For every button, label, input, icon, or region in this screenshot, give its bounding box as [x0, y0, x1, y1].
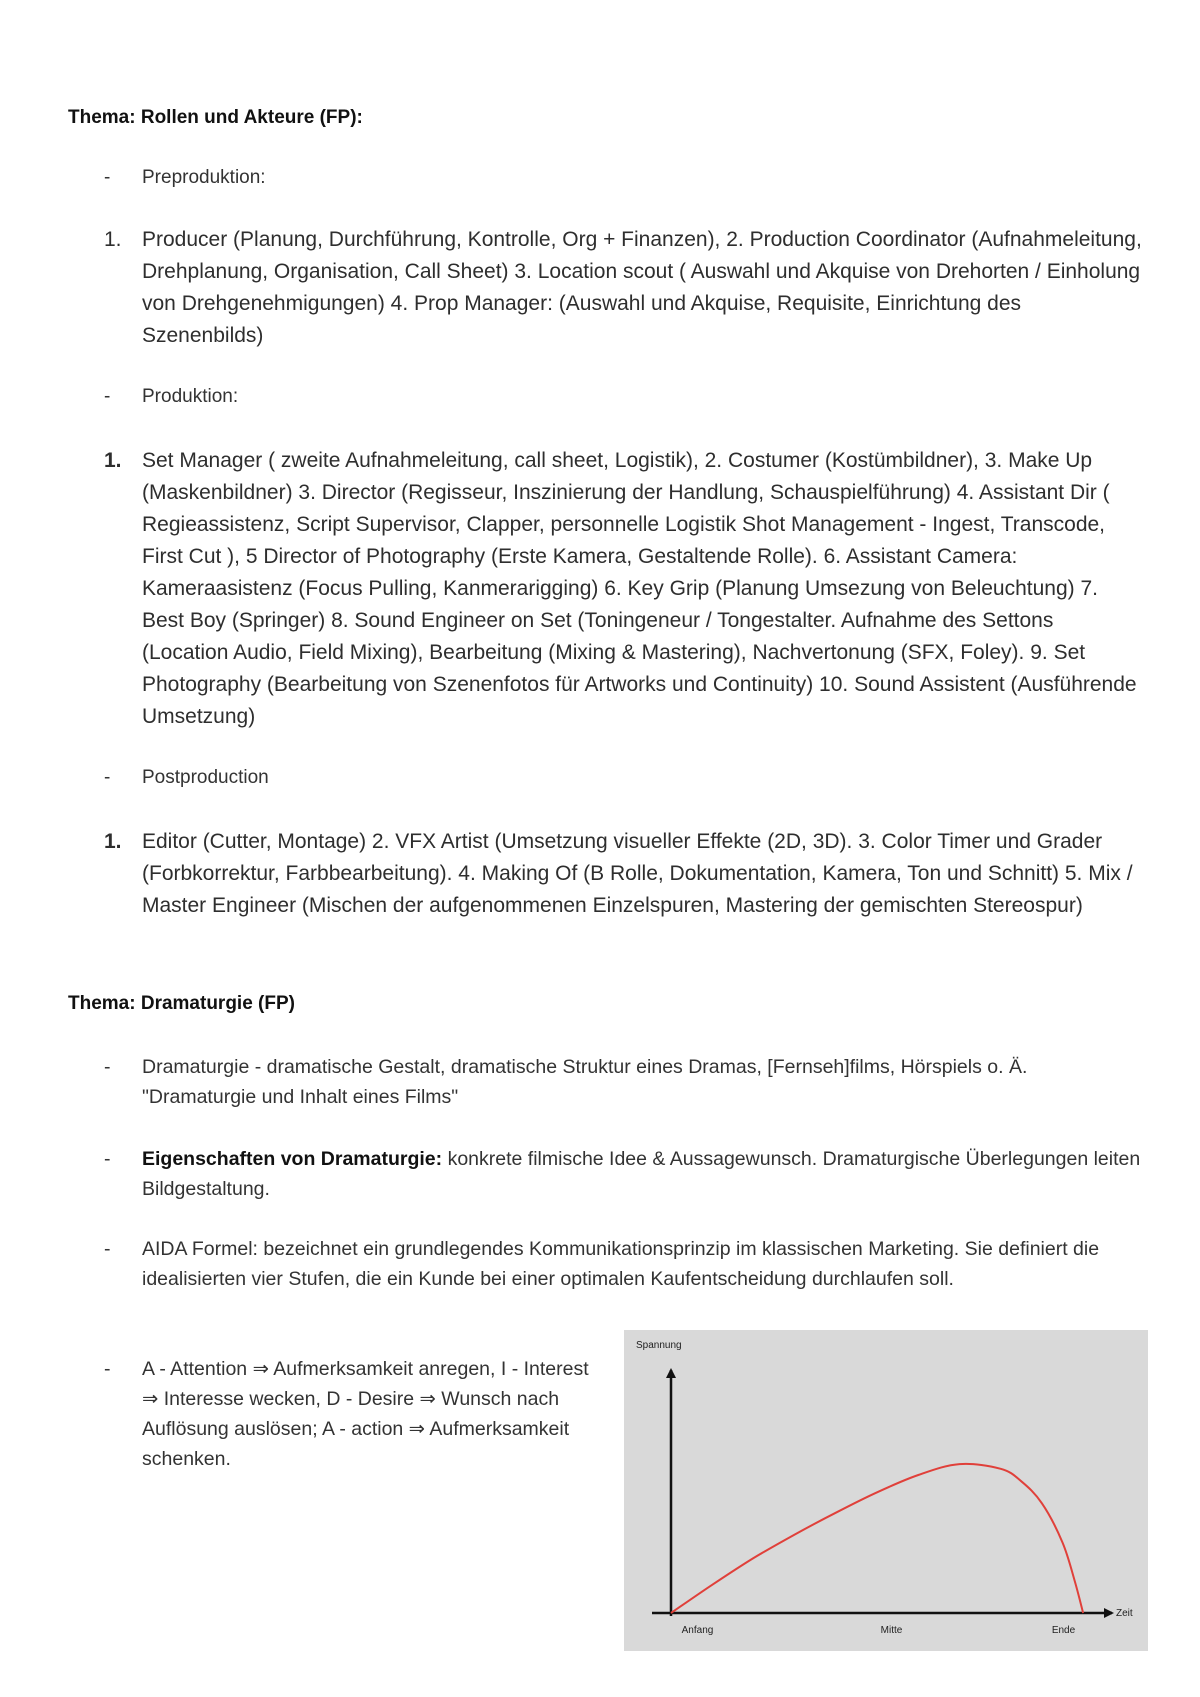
dash-marker: -	[104, 1358, 111, 1380]
list-number: 1.	[104, 830, 122, 853]
bullet-aida-stufen	[104, 1354, 597, 1474]
bullet-bold-lead: Eigenschaften von Dramaturgie:	[142, 1148, 443, 1170]
preproduktion-roles	[104, 224, 1142, 352]
tension-curve	[671, 1464, 1083, 1613]
x-tick-label: Mitte	[880, 1625, 903, 1636]
bullet-aida-formel	[104, 1234, 1142, 1294]
postproduction-text: Editor (Cutter, Montage) 2. VFX Artist (Umsetzung visueller Effekte (2D, 3D). 3. Color Timer und Grader (Forbkorrektur, Farbbearbeitung). 4. Making Of (B Rolle, Dokumentation, Kamera, Ton und Schnitt) 5. Mix / Master Engineer (Mischen der aufgenommenen Einzelspuren, Mastering der gemischten Stereospur)	[142, 830, 1133, 917]
list-number: 1.	[104, 449, 122, 472]
x-axis-label: Zeit	[1116, 1608, 1133, 1619]
produktion-roles	[104, 445, 1142, 733]
postproduction-roles	[104, 826, 1142, 922]
bullet-text: konkrete filmische Idee & Aussagewunsch. Dramaturgische Überlegungen leiten Bildgestaltung.	[142, 1148, 1141, 1200]
postproduction-label: Postproduction	[142, 767, 269, 788]
produktion-label: Produktion:	[142, 386, 239, 407]
dash-marker: -	[104, 386, 111, 407]
dash-marker: -	[104, 767, 111, 788]
list-number: 1.	[104, 228, 122, 251]
dash-marker: -	[104, 1148, 111, 1170]
section-title-rollen: Thema: Rollen und Akteure (FP):	[68, 107, 363, 128]
section-title-dramaturgie: Thema: Dramaturgie (FP)	[68, 993, 295, 1014]
bullet-eigenschaften	[104, 1144, 1142, 1204]
dash-marker: -	[104, 1056, 111, 1078]
x-tick-label: Anfang	[681, 1625, 714, 1636]
spannungskurve-chart	[624, 1330, 1148, 1651]
preproduktion-text: Producer (Planung, Durchführung, Kontrolle, Org + Finanzen), 2. Production Coordinator (Aufnahmeleitung, Drehplanung, Organisation, Call Sheet) 3. Location scout ( Auswahl und Akquise von Drehorten / Einholung von Drehgenehmigungen) 4. Prop Manager: (Auswahl und Akquise, Requisite, Einrichtung des Szenenbilds)	[142, 228, 1142, 347]
bullet-text: A - Attention ⇒ Aufmerksamkeit anregen, I - Interest ⇒ Interesse wecken, D - Desire ⇒ Wunsch nach Auflösung auslösen; A - action ⇒ Aufmerksamkeit schenken.	[142, 1358, 589, 1470]
dash-marker: -	[104, 1238, 111, 1260]
x-tick-label: Ende	[1051, 1625, 1076, 1636]
dash-marker: -	[104, 167, 111, 188]
chart-svg	[624, 1330, 1148, 1651]
bullet-text: Dramaturgie - dramatische Gestalt, dramatische Struktur eines Dramas, [Fernseh]films, Hörspiels o. Ä. "Dramaturgie und Inhalt eines Films"	[142, 1056, 1028, 1108]
produktion-text: Set Manager ( zweite Aufnahmeleitung, call sheet, Logistik), 2. Costumer (Kostümbildner), 3. Make Up (Maskenbildner) 3. Director (Regisseur, Inszinierung der Handlung, Schauspielführung) 4. Assistant Dir ( Regieassistenz, Script Supervisor, Clapper, personnelle Logistik Shot Management - Ingest, Transcode, First Cut ), 5 Director of Photography (Erste Kamera, Gestaltende Rolle). 6. Assistant Camera: Kameraasistenz (Focus Pulling, Kanmerarigging) 6. Key Grip (Planung Umsezung von Beleuchtung) 7. Best Boy (Springer) 8. Sound Engineer on Set (Toningeneur / Tongestalter. Aufnahme des Settons (Location Audio, Field Mixing), Bearbeitung (Mixing & Mastering), Nachvertonung (SFX, Foley). 9. Set Photography (Bearbeitung von Szenenfotos für Artworks und Continuity) 10. Sound Assistent (Ausführende Umsetzung)	[142, 449, 1137, 728]
preproduktion-label: Preproduktion:	[142, 167, 266, 188]
bullet-text: AIDA Formel: bezeichnet ein grundlegendes Kommunikationsprinzip im klassischen Marketing. Sie definiert die idealisierten vier Stufen, die ein Kunde bei einer optimalen Kaufentscheidung durchlaufen soll.	[142, 1238, 1100, 1290]
bullet-dramaturgie-definition	[104, 1052, 1142, 1112]
y-axis-label: Spannung	[636, 1340, 682, 1351]
